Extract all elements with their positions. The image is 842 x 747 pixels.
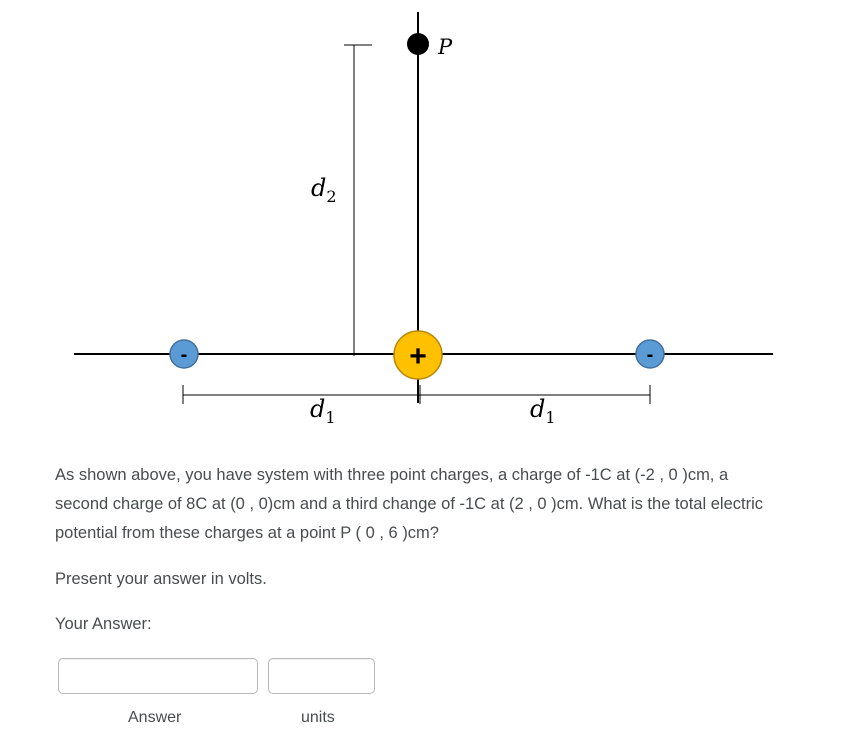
question-text: As shown above, you have system with three point charges, a charge of -1C at (-2 , 0 )cm, a second charge of 8C at (0 , 0)cm and a third change of -1C at (2 , 0 )cm. What is the total electric potential from these charges at a point P ( 0 , 6 )cm? bbox=[55, 466, 763, 542]
d2-label: $d_2$ bbox=[311, 174, 337, 206]
answer-heading: Your Answer: bbox=[55, 615, 152, 633]
right-negative-charge bbox=[636, 340, 664, 368]
d1-left-label: $d_1$ bbox=[310, 395, 336, 427]
left-negative-charge bbox=[170, 340, 198, 368]
answer-input[interactable] bbox=[58, 658, 258, 694]
center-positive-charge bbox=[394, 331, 442, 379]
d1-dimension-line bbox=[183, 385, 650, 404]
right-charge-sign: - bbox=[646, 344, 654, 366]
units-field-label: units bbox=[301, 709, 335, 726]
point-p-marker bbox=[407, 33, 429, 55]
d2-dimension-line bbox=[344, 45, 372, 356]
units-input[interactable] bbox=[268, 658, 375, 694]
answer-instruction: Present your answer in volts. bbox=[55, 570, 267, 588]
left-charge-sign: - bbox=[180, 344, 188, 366]
answer-field-label: Answer bbox=[128, 709, 182, 726]
point-p-label: P bbox=[438, 35, 453, 59]
d1-right-label: $d_1$ bbox=[530, 395, 556, 427]
center-charge-sign: + bbox=[409, 340, 427, 373]
